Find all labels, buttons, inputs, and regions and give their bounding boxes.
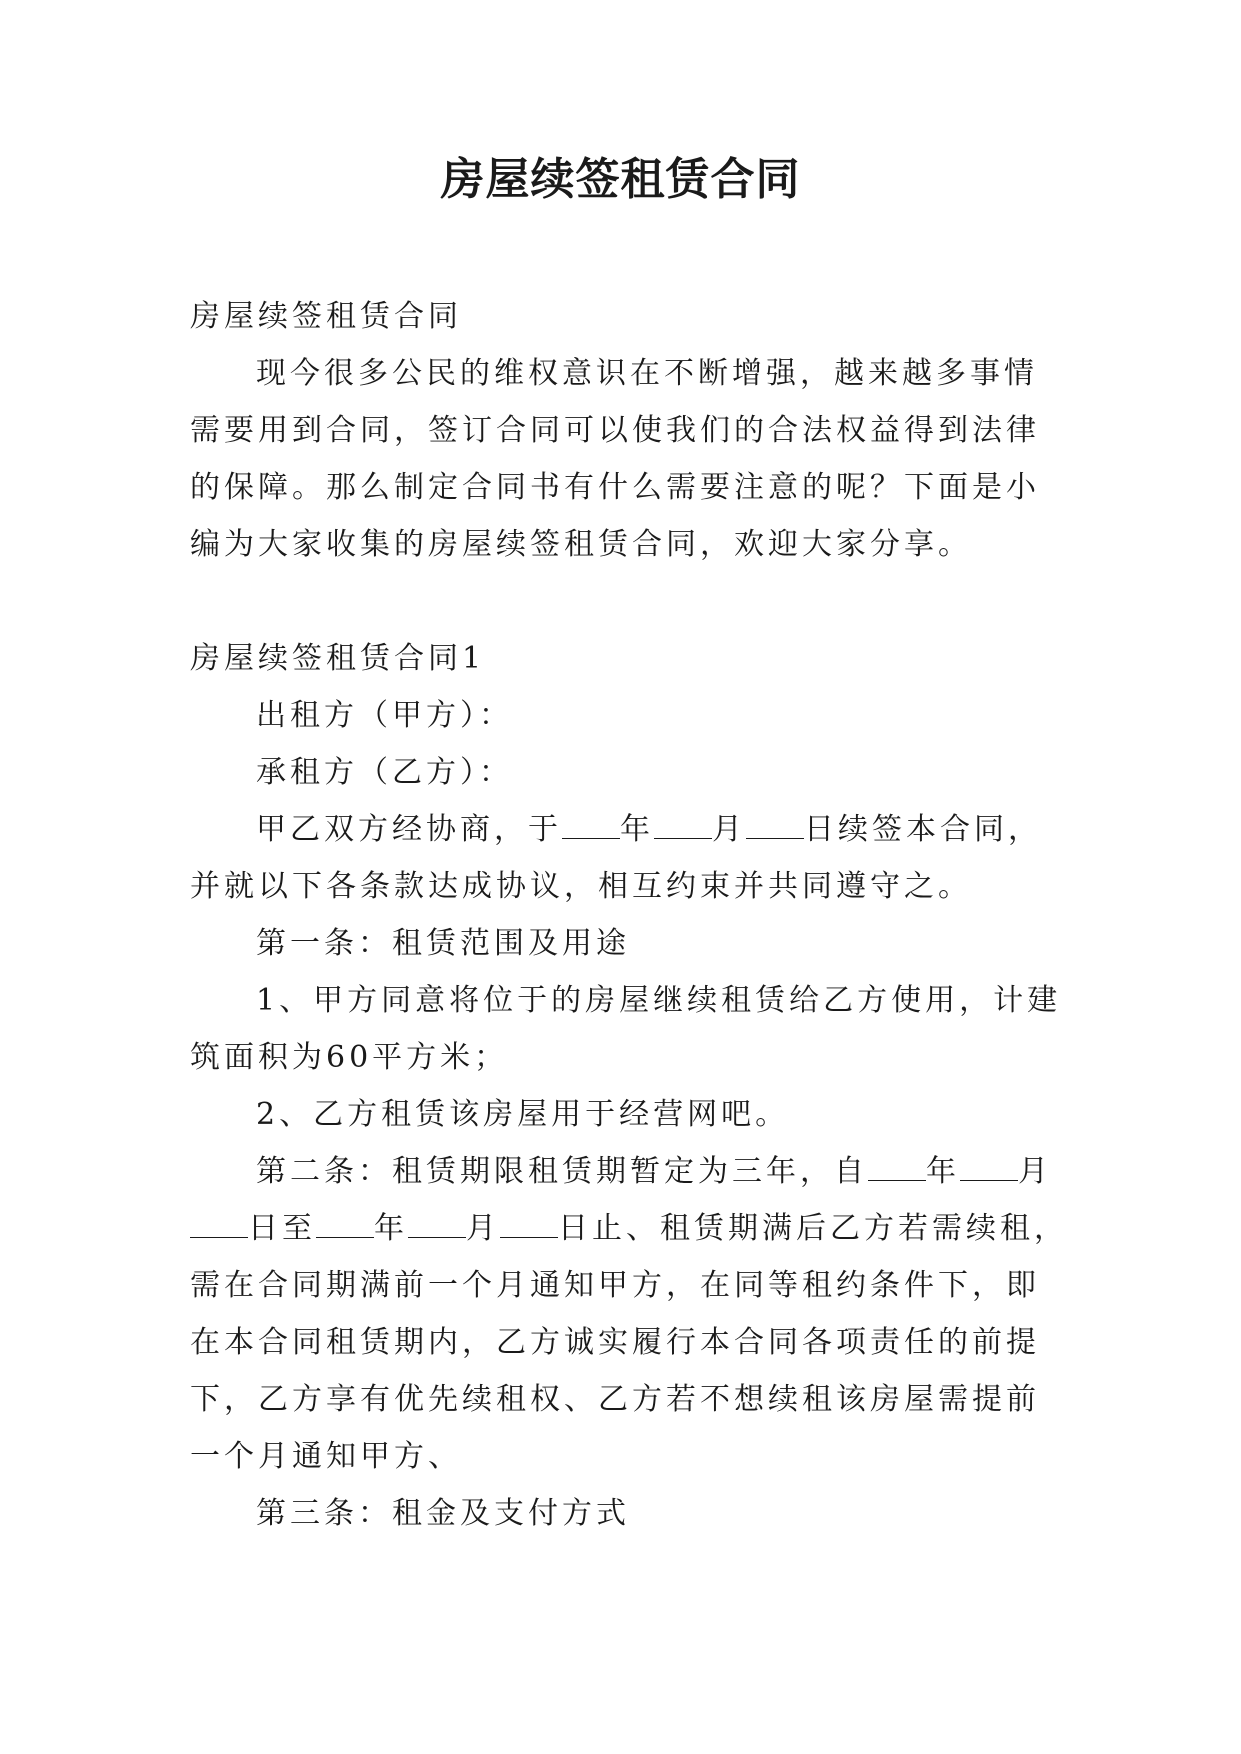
blank-line	[746, 814, 804, 839]
blank-line	[316, 1213, 374, 1238]
blank-line	[654, 814, 712, 839]
article-2-month-2: 月	[466, 1211, 500, 1246]
blank-line	[500, 1213, 558, 1238]
document-body	[190, 288, 1070, 1542]
blank-line	[562, 814, 620, 839]
blank-line	[868, 1156, 926, 1181]
article-1-heading: 第一条：租赁范围及用途	[256, 926, 630, 961]
lessee-line: 承租方（乙方）：	[256, 755, 513, 790]
document-title: 房屋续签租赁合同	[440, 154, 801, 205]
agreement-year: 年	[620, 812, 654, 847]
lessor-line: 出租方（甲方）：	[256, 698, 513, 733]
agreement-text-2: 日续签本合同，并就以下各条款达成协议，相互约束并共同遵守之。	[190, 812, 1042, 904]
article-2-text-1: 第二条：租赁期限租赁期暂定为三年，自	[256, 1154, 868, 1189]
agreement-text-1: 甲乙双方经协商，于	[256, 812, 562, 847]
article-1-item-2: 2、乙方租赁该房屋用于经营网吧。	[256, 1097, 790, 1132]
article-2-text-2: 日至	[248, 1211, 316, 1246]
agreement-paragraph	[190, 801, 1070, 915]
blank-line	[190, 1213, 248, 1238]
intro-paragraph: 现今很多公民的维权意识在不断增强，越来越多事情需要用到合同，签订合同可以使我们的合法权益得到法律的保障。那么制定合同书有什么需要注意的呢？下面是小编为大家收集的房屋续签租赁合同，欢迎大家分享。	[190, 356, 1040, 562]
section-heading: 房屋续签租赁合同1	[190, 641, 486, 676]
paragraph-gap	[190, 573, 1070, 630]
article-3-heading: 第三条：租金及支付方式	[256, 1496, 630, 1531]
article-2-year-2: 年	[374, 1211, 408, 1246]
article-2-text-3: 日止、租赁期满后乙方若需续租，需在合同期满前一个月通知甲方，在同等租约条件下，即在本合同租赁期内，乙方诚实履行本合同各项责任的前提下，乙方享有优先续租权、乙方若不想续租该房屋需提前一个月通知甲方、	[190, 1211, 1068, 1474]
blank-line	[960, 1156, 1018, 1181]
blank-line	[408, 1213, 466, 1238]
article-1-item-1: 1、甲方同意将位于的房屋继续租赁给乙方使用，计建筑面积为60平方米；	[190, 983, 1062, 1075]
agreement-month: 月	[712, 812, 746, 847]
article-2-month-1: 月	[1018, 1154, 1052, 1189]
article-2-paragraph	[190, 1143, 1070, 1485]
article-2-year-1: 年	[926, 1154, 960, 1189]
subtitle: 房屋续签租赁合同	[190, 299, 462, 334]
